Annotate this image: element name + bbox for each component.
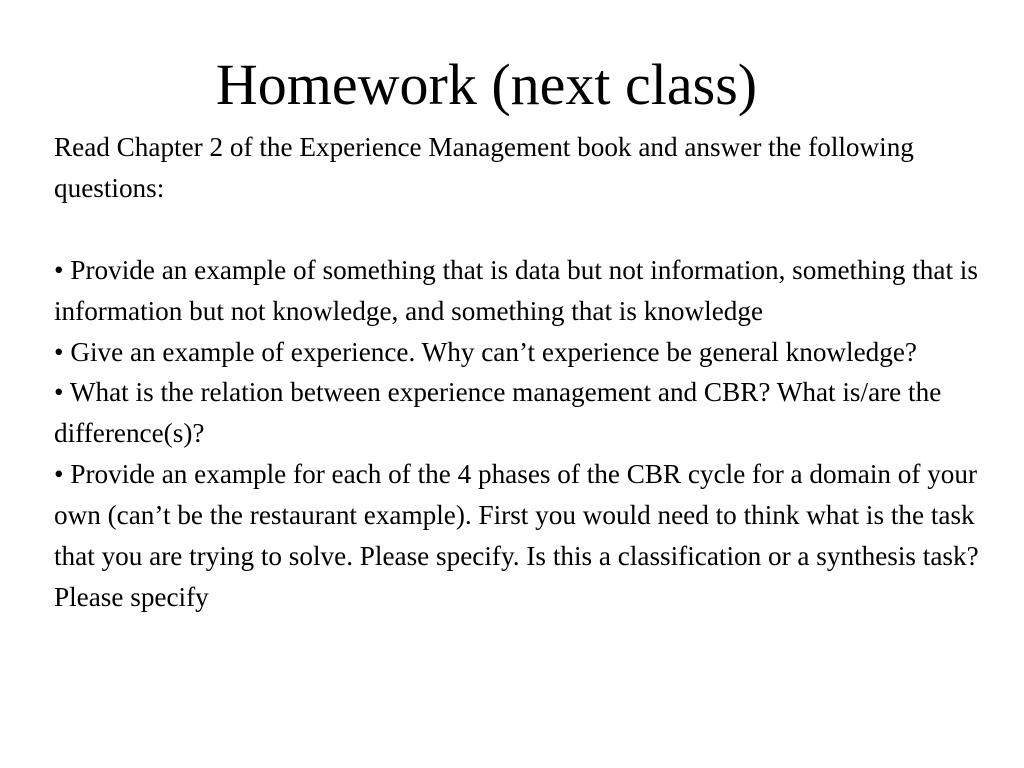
question-item-1 [54, 250, 984, 332]
question-text: Give an example of experience. Why can’t experience be general knowledge? [70, 336, 918, 367]
intro-text: Read Chapter 2 of the Experience Management book and answer the following questions: [54, 132, 914, 203]
slide-title: Homework (next class) [215, 52, 758, 117]
question-text: Provide an example for each of the 4 phases of the CBR cycle for a domain of your own (can’t be the restaurant example). First you would need to think what is the task that you are trying to solve. Please specify. Is this a classification or a synthesis task? Please specify [54, 459, 979, 612]
bullet-icon: • [54, 336, 64, 367]
question-text: Provide an example of something that is data but not information, something that is information but not knowledge, and something that is knowledge [54, 254, 978, 326]
bullet-icon: • [54, 254, 64, 285]
question-item-4 [54, 454, 984, 618]
question-item-3 [54, 372, 984, 454]
slide-body [54, 127, 984, 618]
question-text: What is the relation between experience management and CBR? What is/are the difference(s)? [54, 377, 942, 449]
question-item-2 [54, 332, 984, 373]
bullet-icon: • [54, 459, 64, 490]
bullet-icon: • [54, 377, 64, 408]
question-list [54, 250, 984, 618]
